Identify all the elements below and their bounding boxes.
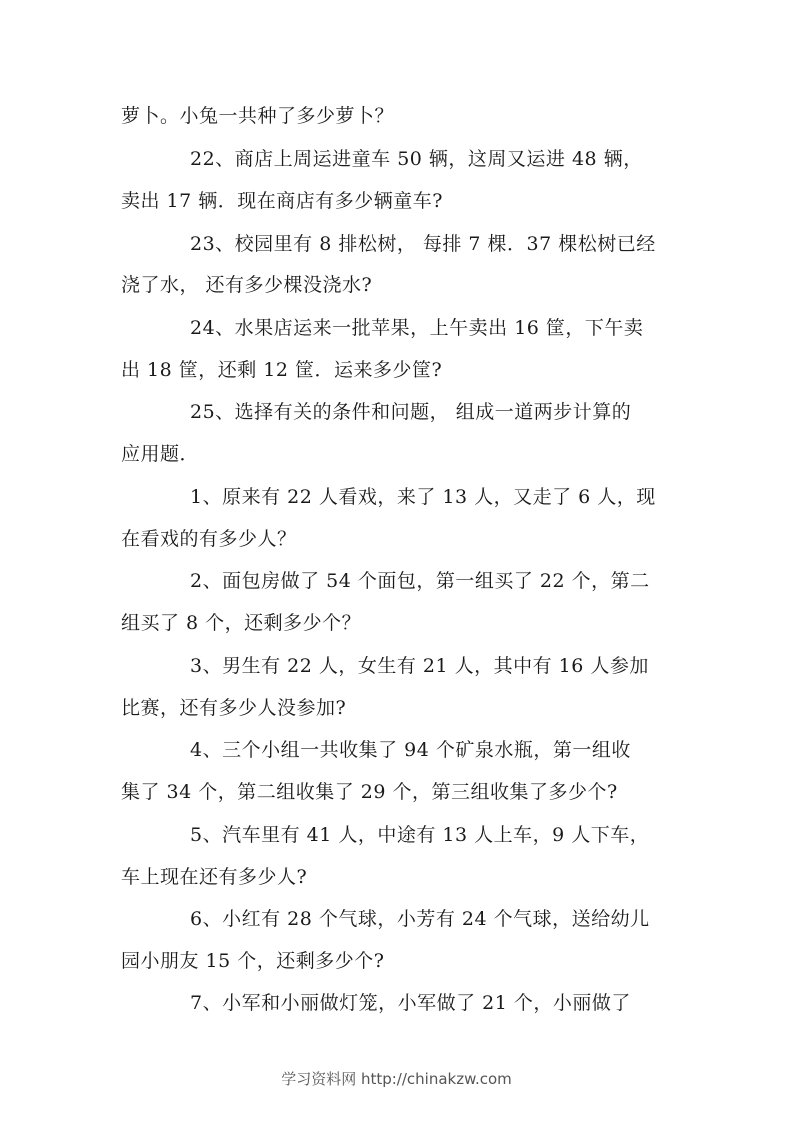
text-line: 4、三个小组一共收集了 94 个矿泉水瓶，第一组收: [190, 739, 631, 761]
text-line: 浇了水， 还有多少棵没浇水?: [121, 274, 373, 296]
footer-watermark: 学习资料网 http://chinakzw.com: [281, 1070, 512, 1088]
text-line: 7、小军和小丽做灯笼，小军做了 21 个，小丽做了: [190, 992, 631, 1014]
text-line: 应用题．: [121, 443, 200, 465]
text-line: 园小朋友 15 个，还剩多少个?: [121, 950, 385, 972]
text-line: 22、商店上周运进童车 50 辆，这周又运进 48 辆，: [190, 148, 643, 170]
text-line: 2、面包房做了 54 个面包，第一组买了 22 个，第二: [190, 570, 650, 592]
text-line: 车上现在还有多少人?: [121, 866, 308, 888]
text-line: 出 18 筐，还剩 12 筐．运来多少筐?: [121, 359, 443, 381]
text-line: 比赛，还有多少人没参加?: [121, 697, 347, 719]
text-line: 5、汽车里有 41 人，中途有 13 人上车，9 人下车，: [190, 824, 650, 846]
text-line: 3、男生有 22 人，女生有 21 人，其中有 16 人参加: [190, 655, 649, 677]
text-line: 6、小红有 28 个气球，小芳有 24 个气球，送给幼儿: [190, 908, 650, 930]
text-line: 25、选择有关的条件和问题， 组成一道两步计算的: [190, 401, 632, 423]
text-line: 组买了 8 个，还剩多少个？: [121, 612, 362, 634]
text-line: 在看戏的有多少人？: [121, 528, 297, 550]
text-line: 萝卜。小兔一共种了多少萝卜？: [121, 105, 395, 127]
text-line: 卖出 17 辆．现在商店有多少辆童车?: [121, 190, 443, 212]
text-line: 集了 34 个，第二组收集了 29 个，第三组收集了多少个?: [121, 781, 618, 803]
text-line: 1、原来有 22 人看戏，来了 13 人，又走了 6 人，现: [190, 486, 656, 508]
text-line: 23、校园里有 8 排松树， 每排 7 棵．37 棵松树已经: [190, 233, 656, 255]
text-line: 24、水果店运来一批苹果，上午卖出 16 筐，下午卖: [190, 317, 644, 339]
